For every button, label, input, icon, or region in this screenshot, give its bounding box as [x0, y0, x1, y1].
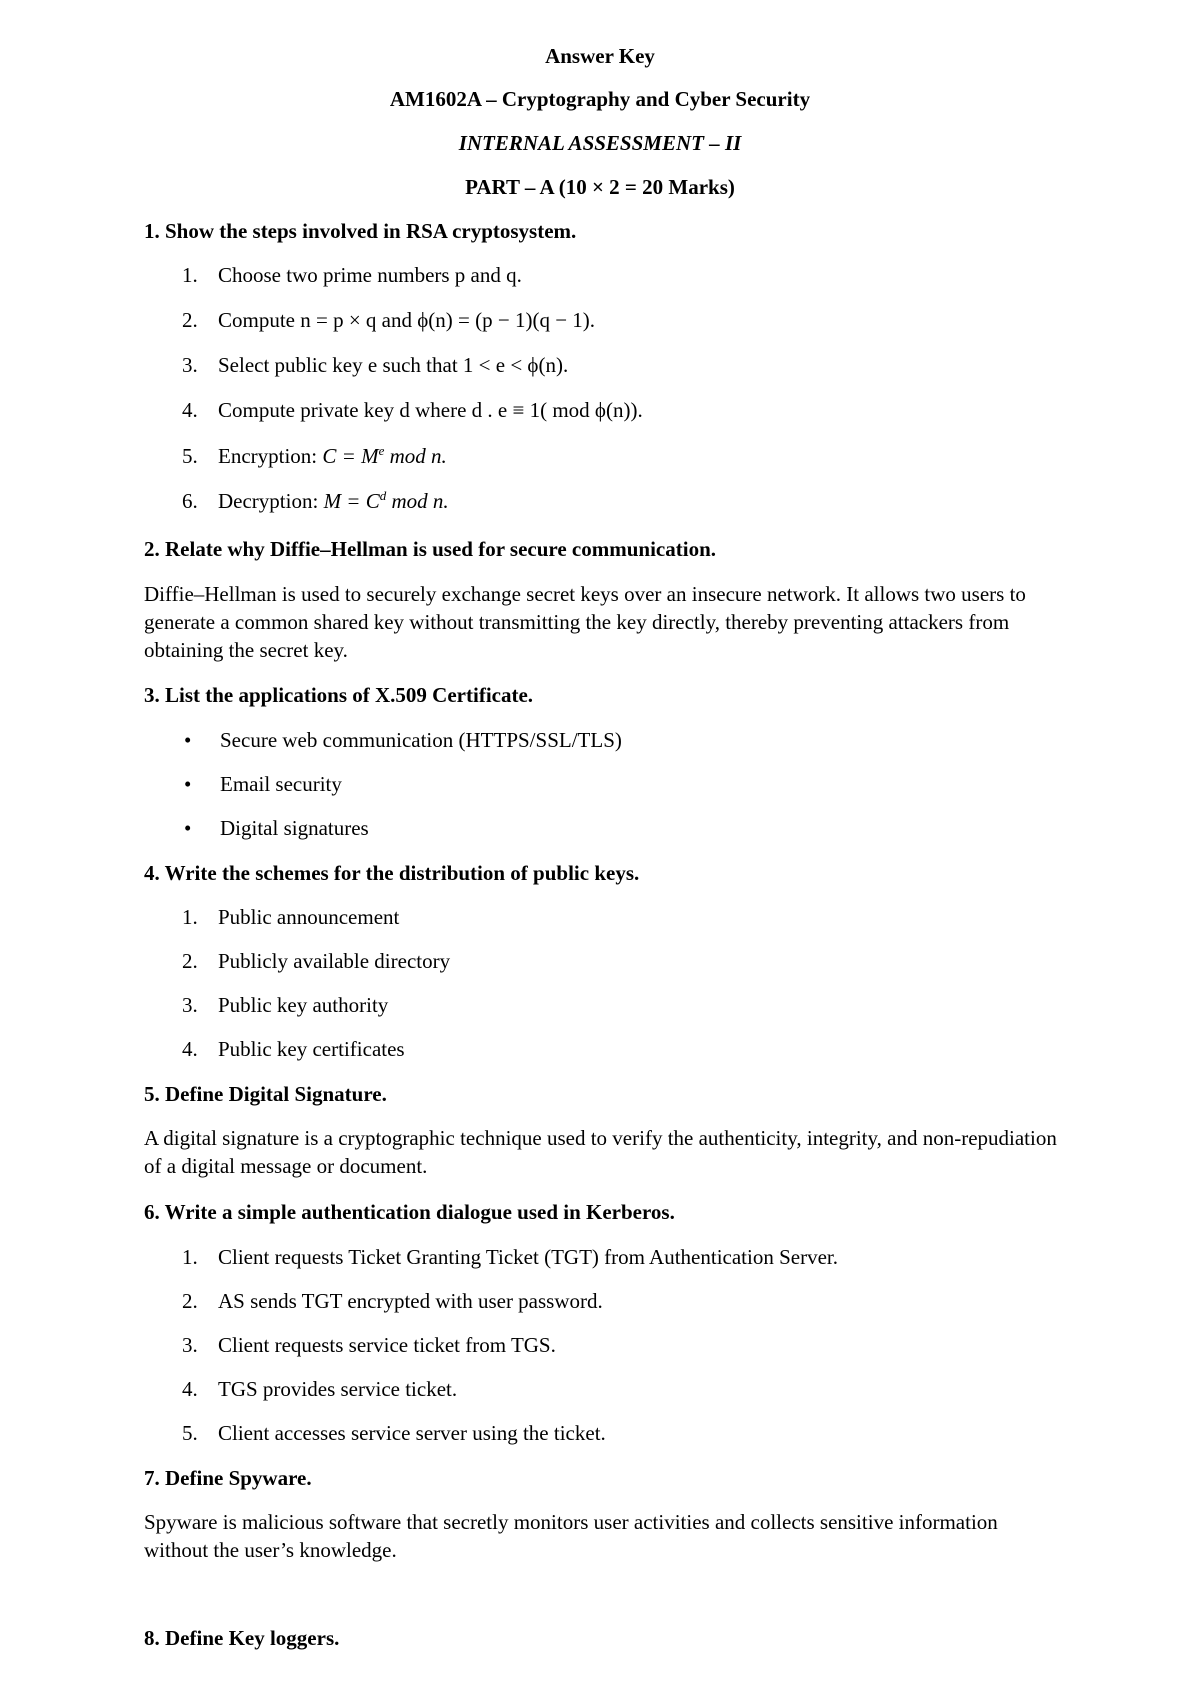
- list-item: • Secure web communication (HTTPS/SSL/TLS): [184, 728, 622, 752]
- decryption-formula: M = C: [323, 489, 380, 513]
- list-item: 4. Compute private key d where d . e ≡ 1( mod ϕ(n)).: [182, 398, 643, 422]
- assessment-title: INTERNAL ASSESSMENT – II: [458, 131, 742, 155]
- list-item: 3. Select public key e such that 1 < e < ϕ(n).: [182, 353, 569, 377]
- question-8: 8. Define Key loggers.: [144, 1626, 340, 1650]
- answer-5: A digital signature is a cryptographic technique used to verify the authenticity, integrity, and non-repudiation of a digital message or document.: [144, 1126, 1057, 1178]
- question-4: 4. Write the schemes for the distribution of public keys.: [144, 861, 640, 885]
- list-item: 2. Compute n = p × q and ϕ(n) = (p − 1)(q − 1).: [182, 308, 596, 332]
- part-title: PART – A (10 × 2 = 20 Marks): [465, 175, 735, 199]
- list-item: 4. Public key certificates: [182, 1037, 405, 1061]
- answer-7: Spyware is malicious software that secretly monitors user activities and collects sensitive information without the user’s knowledge.: [144, 1510, 998, 1562]
- course-title: AM1602A – Cryptography and Cyber Security: [389, 87, 811, 111]
- list-item: 3. Public key authority: [182, 993, 389, 1017]
- list-item: 1. Public announcement: [182, 905, 400, 929]
- list-item: 5. Encryption: $C = M^e$ mod n.: [182, 443, 447, 468]
- doc-title: Answer Key: [545, 44, 655, 68]
- list-item: 2. Publicly available directory: [182, 949, 451, 973]
- list-item: • Email security: [184, 772, 342, 796]
- encryption-formula: C = M: [322, 444, 379, 468]
- question-3: 3. List the applications of X.509 Certificate.: [144, 683, 534, 707]
- answer-2: Diffie–Hellman is used to securely exchange secret keys over an insecure network. It allows two users to generate a common shared key without transmitting the key directly, thereby preventing attackers from obtaining the secret key.: [144, 582, 1026, 662]
- list-item: 5. Client accesses service server using the ticket.: [182, 1421, 606, 1445]
- list-item: 3. Client requests service ticket from TGS.: [182, 1333, 556, 1357]
- list-item: 6. Decryption: $M = C^d$ mod n.: [182, 488, 449, 513]
- list-item: 2. AS sends TGT encrypted with user password.: [182, 1289, 603, 1313]
- list-item: • Digital signatures: [184, 816, 369, 840]
- question-2: 2. Relate why Diffie–Hellman is used for secure communication.: [144, 537, 716, 561]
- list-item: 1. Client requests Ticket Granting Ticket (TGT) from Authentication Server.: [182, 1245, 839, 1269]
- question-5: 5. Define Digital Signature.: [144, 1082, 387, 1106]
- question-6: 6. Write a simple authentication dialogue used in Kerberos.: [144, 1200, 675, 1224]
- list-item: 1. Choose two prime numbers p and q.: [182, 263, 522, 287]
- list-item: 4. TGS provides service ticket.: [182, 1377, 458, 1401]
- question-1: 1. Show the steps involved in RSA cryptosystem.: [144, 219, 577, 243]
- question-7: 7. Define Spyware.: [144, 1466, 312, 1490]
